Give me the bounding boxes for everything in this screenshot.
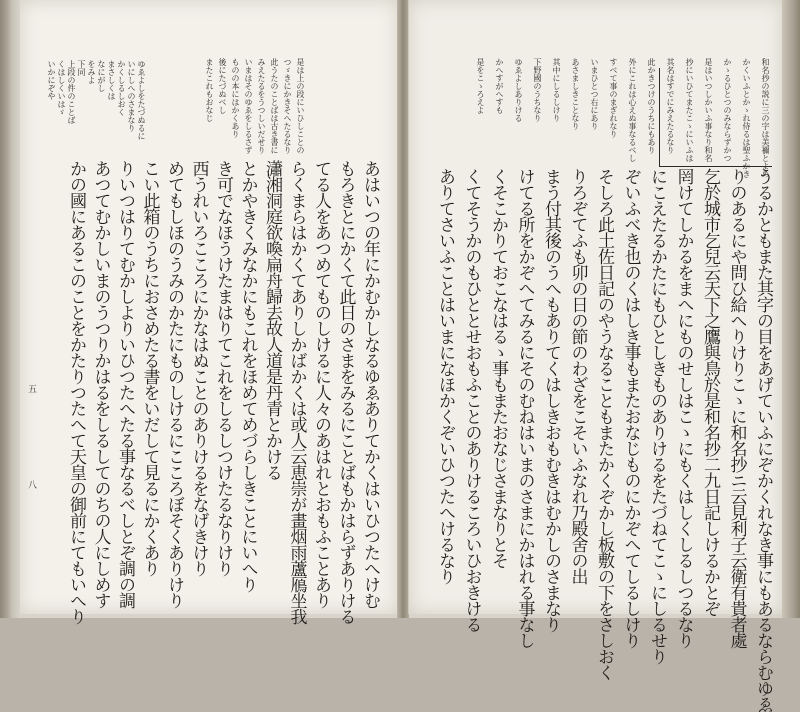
text-column: そしろ此土佐日記のやうなることもまたかくぞかし板敷の下をさしおく — [594, 168, 614, 680]
text-column: 乞於城市乞兒云天下之鷹與鳥於是和名抄二九日記しけるかとぞ — [700, 168, 720, 616]
head-note-line: 是は上の段にいひしことの — [296, 58, 305, 154]
head-note-line: 和名抄の説に三の字は美禰とよめ — [761, 58, 770, 178]
right-page — [408, 0, 783, 712]
margin-note-line: ゆゑよしをたづぬるに — [137, 60, 146, 140]
text-column: 罔けてしかるをまへにものせしはこゝにもくはしくしるしつるなり — [673, 168, 694, 648]
head-note-line: 是はいつしかいふ事なり和名 — [704, 58, 713, 162]
text-column: りのあるにや問ひ給へりけりこゝに和名抄ニ云見利子云衛有貴者處 — [726, 168, 747, 648]
text-column: にこえたるかたにもひとしきものありけるをたづねてこゝにしるせり — [647, 168, 667, 664]
head-note-line: みえたるをうつしいだせり — [257, 58, 266, 154]
folio-lower: 八 — [26, 480, 36, 488]
text-column: まう付其後のうへもありてくはしきおもむきはむかしのさまなり — [541, 168, 561, 632]
head-note-line: あさましきことなり — [571, 58, 580, 130]
text-column: ありてさいふことはいまになほかくぞいひつたへけるなり — [435, 168, 455, 584]
margin-note-line: かくしるしおく — [117, 60, 126, 116]
text-column: とかやきくみなかにもこれをほめてめづらしきことにいへり — [237, 160, 258, 592]
head-note-line: 下野國のうちなり — [533, 58, 542, 122]
folio-upper: 五 — [26, 384, 36, 392]
text-column: こい此箱のうちにおさめたる書をいだして見るにかくあり — [139, 160, 160, 576]
margin-note-line: をみよ — [87, 60, 96, 84]
head-note-line: いまはそのゆゑをしるさず — [244, 58, 253, 154]
left-head-notes — [198, 58, 308, 154]
left-margin-notes — [48, 60, 148, 160]
margin-note-line: いにしへのさまなり — [127, 60, 136, 132]
head-note-line: 抄にいひてまたこゝにいふは — [685, 58, 694, 162]
text-column: もろきとにかくて此日のさまをみるにことばもかはらずありける — [335, 160, 356, 624]
text-column: りろぞてふも卯の日の節のわざをこそいふなれ乃殿舍の出 — [567, 168, 588, 584]
head-note-line: ものの本にはかくあり — [231, 58, 240, 138]
margin-note-line: まさしくは — [107, 60, 116, 100]
margin-note-line: くはしくいはゞ — [57, 60, 66, 116]
margin-note-line: 下同 — [77, 60, 86, 76]
text-column: うるかともまた其字の目をあげていふにぞかくれなき事にもあるならむゆゑ — [753, 168, 773, 712]
head-note-line: かくいふとかゝれ侍るは聖ふかき — [742, 58, 751, 178]
text-column: 瀟湘洞庭欲喚扁舟歸去故人道是丹青とかける — [262, 160, 282, 480]
text-column: ぞいふべき也のくはしき事もまたおなじものにかぞへてしるしけり — [620, 168, 641, 648]
page-edge — [782, 0, 800, 618]
head-note-line: 此うたのことばは古き書に — [270, 58, 279, 154]
head-note-line: ゆゑよしありける — [514, 58, 523, 122]
text-column: くてそうかのもひととせおもふことのありけるころいひおきける — [461, 168, 482, 632]
text-column: りいつはりてむかしよりいひつたへたる事なるべしとぞ調の調 — [115, 160, 135, 608]
margin-note-line: なにがし — [97, 60, 106, 92]
text-column: てる人をあつめてものしけるに人々のあはれとおもふことあり — [311, 160, 331, 608]
text-column: かの國にあるこのことをかたりつたへて天皇の御前にてもいへり — [66, 160, 86, 624]
margin-note-line: いかにぞや — [47, 60, 56, 100]
head-note-line: 是をこゝろえよ — [476, 58, 485, 114]
text-column: くそこかりておこなはるゝ事もまたおなじさまなりとそ — [488, 168, 508, 568]
head-note-line: すべて事のまぎれなり — [609, 58, 618, 138]
head-note-line: またこれもおなじ — [205, 58, 214, 122]
head-note-line: かゝるひとつのみならずかつ — [723, 58, 732, 162]
margin-note-line: 上段の件のことば — [67, 60, 76, 124]
head-note-line: つゞきにかきそへたるなり — [283, 58, 292, 154]
text-column: 西うれいろこころにかなはぬことのありけるをなげきけり — [188, 160, 209, 576]
left-page — [20, 0, 399, 624]
text-column: けてる所をかぞへてみるにそのむねはいまのさまにかはれる事なし — [514, 168, 535, 648]
head-note-line: いまひとつ右にあり — [590, 58, 599, 130]
head-note-line: 外にこれは心えぬ事なるべし — [628, 58, 637, 162]
text-column: き可でなほうけたまはりてこれをしるしつけたるなりけり — [213, 160, 233, 576]
text-column: あはいつの年にかむかしなるゆゑありてかくはいひつたへけむ — [360, 160, 380, 608]
head-note-line: かへすがへすも — [495, 58, 504, 114]
right-head-notes — [431, 58, 771, 178]
head-note-line: 此かきつけのうちにもあり — [647, 58, 656, 154]
head-note-line: 其名はすでにみえたるなり — [666, 58, 675, 154]
text-column: あつてむかしいまのうつりかはるをしるしてのちの人にしめす — [90, 160, 111, 608]
text-column: らくまらはかくてありしかばかくは或人云恵崇が畫烟雨蘆鴈坐我 — [286, 160, 307, 624]
text-column: めてもしほのうみのかたにものしけるにこころぼそくありけり — [164, 160, 184, 608]
head-note-line: 其中にしるしけり — [552, 58, 561, 122]
head-note-line: 後にたづぬべし — [218, 58, 227, 114]
